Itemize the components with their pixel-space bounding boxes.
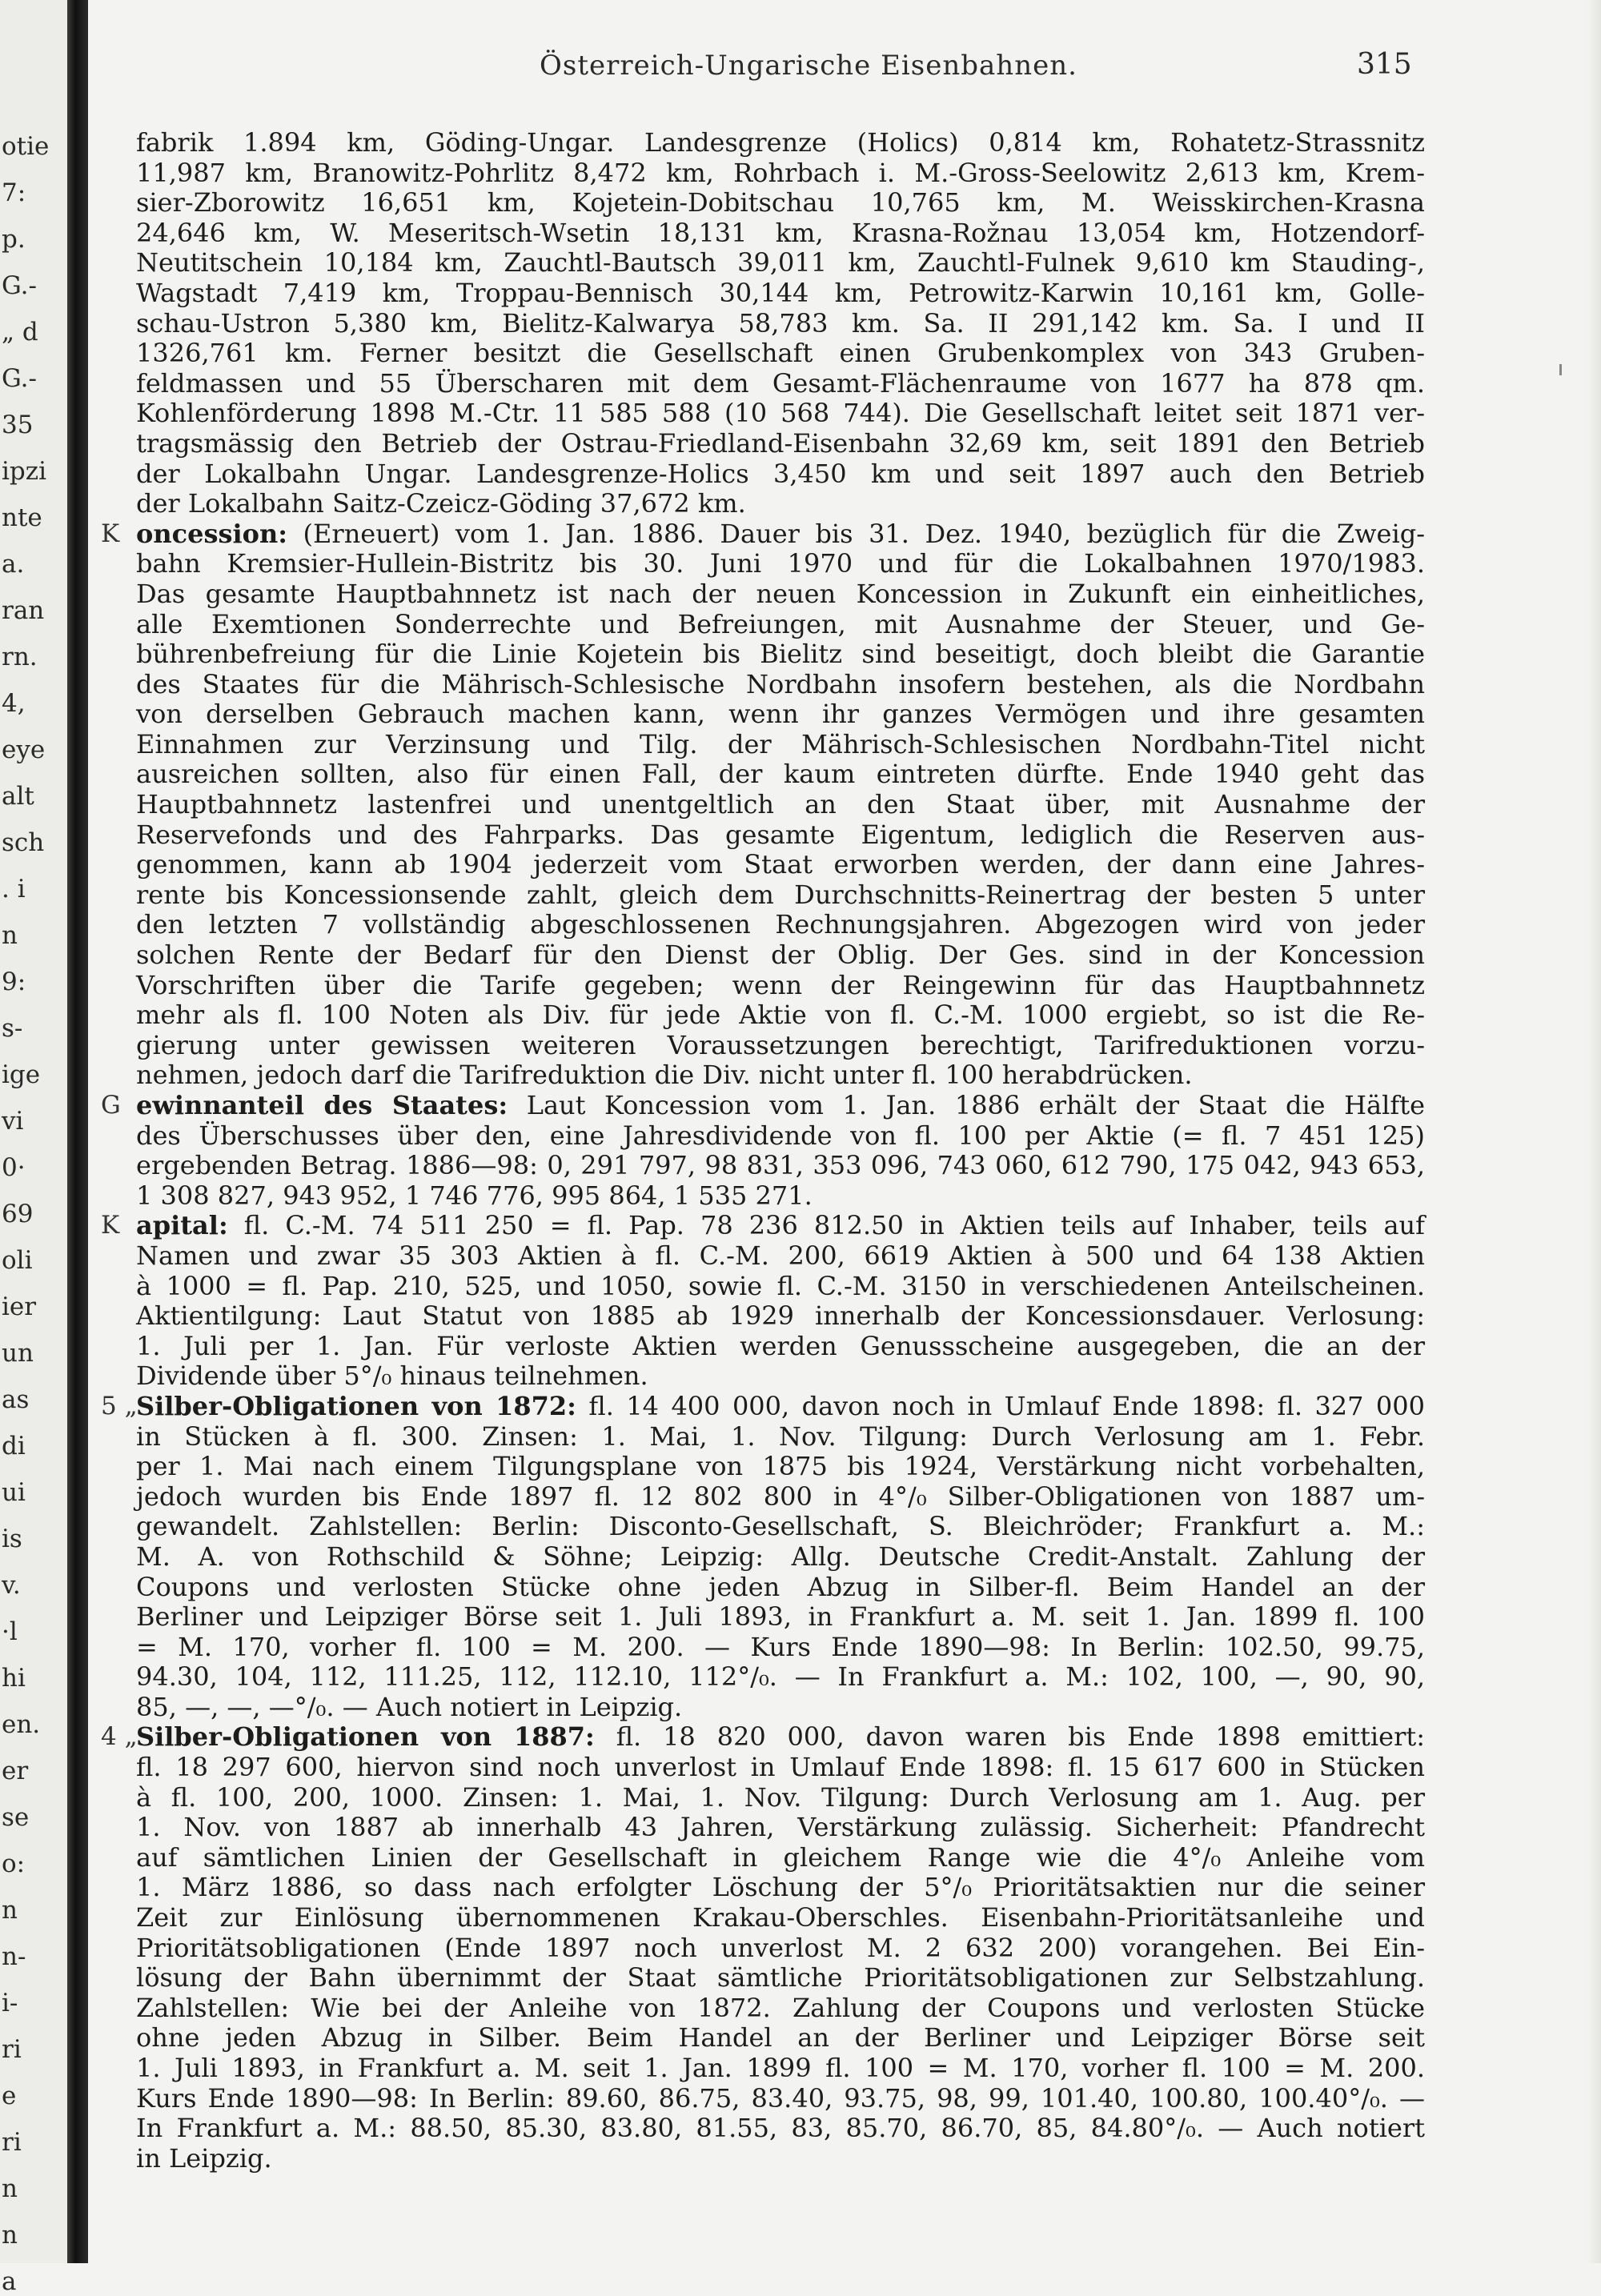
text-line — [136, 1633, 1425, 1663]
text-line — [136, 730, 1425, 760]
paragraph-lead-marker: K — [101, 519, 120, 548]
line-text: Vorschriften über die Tarife gegeben; wenn der Reingewinn für das Hauptbahnnetz — [136, 969, 1425, 1000]
line-text: Dividende über 5°/₀ hinaus teilnehmen. — [136, 1360, 648, 1392]
line-text: Das gesamte Hauptbahnnetz ist nach der neuen Koncession in Zukunft ein einheitliches, — [136, 578, 1425, 609]
text-line — [136, 1993, 1425, 2024]
line-text: nehmen, jedoch darf die Tarifreduktion die Div. nicht unter fl. 100 herabdrücken. — [136, 1060, 1193, 1091]
text-line — [101, 1721, 1426, 1753]
adjacent-page-fragment: G.- — [2, 271, 37, 300]
line-text: Neutitschein 10,184 km, Zauchtl-Bautsch 39,011 km, Zauchtl-Fulnek 9,610 km Stauding-, — [136, 247, 1425, 278]
line-text: Aktientilgung: Laut Statut von 1885 ab 1929 innerhalb der Koncessionsdauer. Verlosung: — [136, 1300, 1425, 1332]
line-text: auf sämtlichen Linien der Gesellschaft in gleichem Range wie die 4°/₀ Anleihe vom — [136, 1841, 1425, 1873]
text-line — [136, 429, 1425, 459]
adjacent-page-fragment: a. — [2, 550, 25, 579]
line-text: Zahlstellen: Wie bei der Anleihe von 1872. Zahlung der Coupons und verlosten Stücke — [136, 1992, 1425, 2023]
text-line — [136, 1542, 1425, 1573]
line-text: ergebenden Betrag. 1886—98: 0, 291 797, 98 831, 353 096, 743 060, 612 790, 175 042, 943 653, — [136, 1150, 1425, 1181]
text-line — [136, 1000, 1425, 1031]
adjacent-page-fragment: n- — [2, 1942, 26, 1971]
paragraph-lead-marker: 4 „ — [101, 1722, 138, 1752]
text-line — [136, 2144, 1425, 2174]
text-line — [136, 1301, 1425, 1332]
adjacent-page-fragment: e — [2, 2082, 17, 2110]
text-line — [136, 1151, 1425, 1181]
text-line — [136, 369, 1425, 399]
line-text: 1. Nov. von 1887 ab innerhalb 43 Jahren, Verstärkung zulässig. Sicherheit: Pfandrecht — [136, 1812, 1425, 1843]
text-line — [136, 1903, 1425, 1933]
adjacent-page-fragment: ige — [2, 1060, 41, 1089]
text-line — [136, 1933, 1425, 1964]
page-right-edge — [1587, 0, 1601, 2263]
adjacent-page-fragment: 7: — [2, 178, 26, 207]
text-line — [136, 459, 1425, 490]
section-heading: ewinnanteil des Staates: — [136, 1090, 508, 1120]
adjacent-page-fragment: a — [2, 2267, 17, 2296]
book-gutter — [67, 0, 88, 2263]
line-text: des Überschusses über den, eine Jahresdividende von fl. 100 per Aktie (= fl. 7 451 125) — [136, 1120, 1425, 1151]
text-line — [136, 1573, 1425, 1603]
adjacent-page-fragment: ran — [2, 596, 45, 625]
text-line — [136, 910, 1425, 940]
adjacent-page-fragment: s- — [2, 1014, 23, 1043]
line-text: sier-Zborowitz 16,651 km, Kojetein-Dobitschau 10,765 km, M. Weisskirchen-Krasna — [136, 187, 1425, 218]
running-header-title: Österreich-Ungarische Eisenbahnen. — [540, 50, 1077, 82]
adjacent-page-fragment: ri — [2, 2035, 22, 2064]
line-text: à 1000 = fl. Pap. 210, 525, und 1050, sowie fl. C.-M. 3150 in verschiedenen Anteilscheinen. — [136, 1270, 1425, 1301]
line-text: ohne jeden Abzug in Silber. Beim Handel an der Berliner und Leipziger Börse seit — [136, 2022, 1425, 2054]
section-heading: oncession: — [136, 518, 288, 549]
line-text: Reservefonds und des Fahrparks. Das gesamte Eigentum, lediglich die Reserven aus- — [136, 819, 1425, 850]
text-line — [136, 1602, 1425, 1633]
text-line — [136, 489, 1425, 519]
adjacent-page-fragment: n — [2, 1896, 18, 1925]
line-text: in Leipzig. — [136, 2142, 272, 2174]
line-text: gierung unter gewissen weiteren Voraussetzungen berechtigt, Tarifreduktionen vorzu- — [136, 1029, 1425, 1060]
text-line — [136, 1693, 1425, 1723]
text-line — [136, 1512, 1425, 1542]
paragraph — [101, 1210, 1425, 1392]
text-line — [136, 880, 1425, 911]
adjacent-page-fragment: se — [2, 1803, 30, 1832]
line-text: Einnahmen zur Verzinsung und Tilg. der Mährisch-Schlesischen Nordbahn-Titel nicht — [136, 728, 1425, 759]
text-line — [136, 850, 1425, 880]
adjacent-page-fragment: o: — [2, 1849, 26, 1878]
text-line — [136, 670, 1425, 700]
text-line — [136, 610, 1425, 640]
line-text: in Stücken à fl. 300. Zinsen: 1. Mai, 1. Nov. Tilgung: Durch Verlosung am 1. Febr. — [136, 1420, 1425, 1452]
line-text: Berliner und Leipziger Börse seit 1. Juli 1893, in Frankfurt a. M. seit 1. Jan. 1899 fl. 100 — [136, 1601, 1425, 1633]
adjacent-page-fragment: 69 — [2, 1200, 34, 1228]
adjacent-page-fragment: en. — [2, 1710, 41, 1739]
text-line — [136, 1482, 1425, 1513]
line-text: den letzten 7 vollständig abgeschlossenen Rechnungsjahren. Abgezogen wird von jeder — [136, 909, 1425, 940]
line-text: per 1. Mai nach einem Tilgungsplane von 1875 bis 1924, Verstärkung nicht vorbehalten, — [136, 1451, 1425, 1482]
text-line — [101, 1210, 1425, 1241]
line-text: Laut Koncession vom 1. Jan. 1886 erhält der Staat die Hälfte — [508, 1090, 1426, 1120]
text-line — [136, 278, 1425, 309]
adjacent-page-fragment: as — [2, 1385, 30, 1414]
text-line — [136, 1121, 1425, 1152]
page-number: 315 — [1357, 48, 1412, 81]
line-text: 94.30, 104, 112, 111.25, 112, 112.10, 112°/₀. — In Frankfurt a. M.: 102, 100, —, 90, 90, — [136, 1661, 1425, 1693]
line-text: rente bis Koncessionsende zahlt, gleich dem Durchschnitts-Reinertrag der besten 5 unter — [136, 879, 1425, 910]
text-line — [136, 158, 1425, 189]
text-line — [136, 1361, 1425, 1392]
text-line — [101, 1090, 1426, 1121]
body-text — [101, 127, 1426, 2174]
text-line — [136, 1452, 1425, 1482]
line-text: In Frankfurt a. M.: 88.50, 85.30, 83.80, 81.55, 83, 85.70, 86.70, 85, 84.80°/₀. — Auch notiert — [136, 2113, 1425, 2144]
text-line — [136, 339, 1425, 369]
paragraph-lead-marker: 5 „ — [101, 1391, 138, 1420]
section-heading: Silber-Obligationen von 1887: — [136, 1721, 595, 1753]
line-text: 1. März 1886, so dass nach erfolgter Löschung der 5°/₀ Prioritätsaktien nur die seiner — [136, 1872, 1425, 1903]
line-text: mehr als fl. 100 Noten als Div. für jede Aktie von fl. C.-M. 1000 ergiebt, so ist die Re- — [136, 1000, 1425, 1031]
text-line — [136, 1753, 1425, 1783]
text-line — [136, 1272, 1425, 1302]
adjacent-page-fragment: vi — [2, 1107, 24, 1136]
adjacent-page-fragment: otie — [2, 132, 50, 161]
paragraph — [136, 128, 1425, 519]
adjacent-page-fragment: ui — [2, 1478, 26, 1507]
text-line — [136, 699, 1425, 730]
line-text: feldmassen und 55 Überscharen mit dem Gesamt-Flächenraume von 1677 ha 878 qm. — [136, 367, 1425, 399]
line-text: Namen und zwar 35 303 Aktien à fl. C.-M. 200, 6619 Aktien à 500 und 64 138 Aktien — [136, 1240, 1425, 1271]
line-text: Coupons und verlosten Stücke ohne jeden Abzug in Silber-fl. Beim Handel an der — [136, 1571, 1425, 1602]
text-line — [136, 759, 1425, 790]
adjacent-page-fragment: v. — [2, 1571, 21, 1600]
adjacent-page-fragment: 0· — [2, 1153, 26, 1182]
line-text: = M. 170, vorher fl. 100 = M. 200. — Kurs Ende 1890—98: In Berlin: 102.50, 99.75, — [136, 1631, 1425, 1662]
adjacent-page-fragment: nte — [2, 503, 42, 532]
line-text: tragsmässig den Betrieb der Ostrau-Friedland-Eisenbahn 32,69 km, seit 1891 den Betrieb — [136, 427, 1425, 459]
line-text: 1326,761 km. Ferner besitzt die Gesellschaft einen Grubenkomplex von 343 Gruben- — [136, 338, 1425, 369]
line-text: fl. 18 297 600, hiervon sind noch unverlost in Umlauf Ende 1898: fl. 15 617 600 in Stücken — [136, 1752, 1425, 1783]
text-line — [136, 1241, 1425, 1272]
text-line — [136, 1181, 1425, 1212]
adjacent-page-fragment: i- — [2, 1989, 18, 2018]
adjacent-page-fragment: hi — [2, 1664, 26, 1693]
line-text: Kurs Ende 1890—98: In Berlin: 89.60, 86.75, 83.40, 93.75, 98, 99, 101.40, 100.80, 100.40°/₀. — — [136, 2082, 1425, 2114]
adjacent-page-fragment: is — [2, 1525, 22, 1553]
paragraph — [101, 518, 1425, 1091]
text-line — [136, 1662, 1425, 1693]
line-text: bührenbefreiung für die Linie Kojetein bis Bielitz sind beseitigt, doch bleibt die Garantie — [136, 639, 1425, 670]
adjacent-page-fragment: ipzi — [2, 457, 47, 486]
paragraph — [101, 1090, 1426, 1211]
text-line — [136, 639, 1425, 670]
adjacent-page-fragment: ier — [2, 1292, 37, 1321]
adjacent-page-fragment: rn. — [2, 643, 38, 671]
line-text: fl. 14 400 000, davon noch in Umlauf Ende 1898: fl. 327 000 — [576, 1390, 1426, 1421]
adjacent-page-fragment: oli — [2, 1246, 33, 1275]
line-text: Prioritätsobligationen (Ende 1897 noch unverlost M. 2 632 200) vorangehen. Bei Ein- — [136, 1932, 1425, 1963]
line-text: genommen, kann ab 1904 jederzeit vom Staat erworben werden, der dann eine Jahres- — [136, 849, 1425, 880]
adjacent-page-fragment: „ d — [2, 318, 38, 347]
line-text: 1. Juli per 1. Jan. Für verloste Aktien werden Genussscheine ausgegeben, die an der — [136, 1330, 1425, 1361]
line-text: solchen Rente der Bedarf für den Dienst der Oblig. Der Ges. sind in der Koncession — [136, 940, 1425, 971]
text-line — [136, 1783, 1425, 1813]
paragraph — [101, 1390, 1426, 1723]
adjacent-page-fragment: . i — [2, 875, 26, 904]
line-text: ausreichen sollten, also für einen Fall, der kaum eintreten dürfte. Ende 1940 geht das — [136, 759, 1425, 790]
line-text: lösung der Bahn übernimmt der Staat sämtliche Prioritätsobligationen zur Selbstzahlung. — [136, 1962, 1425, 1993]
text-line — [136, 1060, 1425, 1091]
line-text: 1 308 827, 943 952, 1 746 776, 995 864, 1 535 271. — [136, 1180, 813, 1211]
line-text: Kohlenförderung 1898 M.-Ctr. 11 585 588 (10 568 744). Die Gesellschaft leitet seit 1871 ver- — [136, 398, 1425, 429]
text-line — [136, 1873, 1425, 1903]
adjacent-page-fragment: ri — [2, 2128, 22, 2157]
line-text: alle Exemtionen Sonderrechte und Befreiungen, mit Ausnahme der Steuer, und Ge- — [136, 608, 1425, 639]
line-text: 11,987 km, Branowitz-Pohrlitz 8,472 km, Rohrbach i. M.-Gross-Seelowitz 2,613 km, Krem- — [136, 157, 1425, 188]
text-line — [136, 218, 1425, 249]
line-text: der Lokalbahn Ungar. Landesgrenze-Holics 3,450 km und seit 1897 auch den Betrieb — [136, 458, 1425, 489]
text-line — [136, 309, 1425, 339]
text-line — [136, 399, 1425, 429]
line-text: gewandelt. Zahlstellen: Berlin: Disconto-Gesellschaft, S. Bleichröder; Frankfurt a. M.: — [136, 1511, 1425, 1542]
text-line — [136, 971, 1425, 1001]
adjacent-page-fragment: G.- — [2, 364, 37, 393]
text-line — [136, 1031, 1425, 1061]
text-line — [136, 2084, 1425, 2114]
line-text: von derselben Gebrauch machen kann, wenn ihr ganzes Vermögen und ihre gesamten — [136, 699, 1425, 730]
text-line — [136, 2023, 1425, 2054]
line-text: Wagstadt 7,419 km, Troppau-Bennisch 30,144 km, Petrowitz-Karwin 10,161 km, Golle- — [136, 277, 1425, 308]
adjacent-page-fragment: p. — [2, 225, 26, 254]
line-text: schau-Ustron 5,380 km, Bielitz-Kalwarya 58,783 km. Sa. II 291,142 km. Sa. I und II — [136, 307, 1425, 339]
document-page — [88, 0, 1601, 2263]
text-line — [136, 1813, 1425, 1843]
line-text: des Staates für die Mährisch-Schlesische Nordbahn insofern bestehen, als die Nordbahn — [136, 668, 1425, 699]
line-text: M. A. von Rothschild & Söhne; Leipzig: Allg. Deutsche Credit-Anstalt. Zahlung der — [136, 1541, 1425, 1572]
adjacent-page-fragment: n — [2, 2174, 18, 2203]
text-line — [136, 1422, 1425, 1453]
adjacent-page-fragment: 4, — [2, 689, 26, 718]
text-line — [136, 549, 1425, 579]
line-text: (Erneuert) vom 1. Jan. 1886. Dauer bis 31. Dez. 1940, bezüglich für die Zweig- — [287, 518, 1425, 549]
text-line — [136, 790, 1425, 820]
line-text: fl. C.-M. 74 511 250 = fl. Pap. 78 236 812.50 in Aktien teils auf Inhaber, teils auf — [227, 1210, 1425, 1241]
text-line — [136, 1963, 1425, 1993]
adjacent-page-fragment: alt — [2, 782, 34, 811]
text-line — [136, 2114, 1425, 2144]
text-line — [136, 1843, 1425, 1873]
adjacent-page-fragment: n — [2, 921, 18, 950]
line-text: 1. Juli 1893, in Frankfurt a. M. seit 1. Jan. 1899 fl. 100 = M. 170, vorher fl. 100 = M. 200. — [136, 2053, 1425, 2083]
paragraph-lead-marker: K — [101, 1211, 120, 1240]
adjacent-page-fragment: un — [2, 1339, 34, 1368]
section-heading: apital: — [136, 1210, 228, 1241]
text-line — [101, 518, 1425, 550]
adjacent-page-fragment: er — [2, 1757, 29, 1785]
line-text: à fl. 100, 200, 1000. Zinsen: 1. Mai, 1. Nov. Tilgung: Durch Verlosung am 1. Aug. per — [136, 1781, 1425, 1813]
adjacent-page-edge — [0, 0, 67, 2296]
line-text: fl. 18 820 000, davon waren bis Ende 1898 emittiert: — [594, 1721, 1426, 1753]
text-line — [136, 2054, 1425, 2084]
text-line — [136, 820, 1425, 851]
line-text: 24,646 km, W. Meseritsch-Wsetin 18,131 km, Krasna-Rožnau 13,054 km, Hotzendorf- — [136, 217, 1425, 248]
adjacent-page-fragment: 35 — [2, 411, 34, 439]
line-text: jedoch wurden bis Ende 1897 fl. 12 802 800 in 4°/₀ Silber-Obligationen von 1887 um- — [136, 1481, 1425, 1512]
line-text: Hauptbahnnetz lastenfrei und unentgeltlich an den Staat über, mit Ausnahme der — [136, 789, 1425, 820]
paragraph-lead-marker: G — [101, 1091, 121, 1120]
line-text: 85, —, —, —°/₀. — Auch notiert in Leipzig. — [136, 1691, 683, 1722]
line-text: Zeit zur Einlösung übernommenen Krakau-Oberschles. Eisenbahn-Prioritätsanleihe und — [136, 1902, 1425, 1933]
adjacent-page-fragment: eye — [2, 735, 46, 764]
line-text: fabrik 1.894 km, Göding-Ungar. Landesgrenze (Holics) 0,814 km, Rohatetz-Strassnitz — [136, 127, 1425, 158]
line-text: der Lokalbahn Saitz-Czeicz-Göding 37,672 km. — [136, 488, 746, 519]
section-heading: Silber-Obligationen von 1872: — [136, 1390, 576, 1421]
adjacent-page-fragment: n — [2, 2221, 18, 2250]
text-line — [136, 1332, 1425, 1362]
adjacent-page-fragment: di — [2, 1432, 26, 1461]
text-line — [136, 579, 1425, 610]
text-line — [136, 248, 1425, 278]
text-line — [136, 128, 1425, 158]
adjacent-page-fragment: sch — [2, 828, 45, 857]
text-line — [101, 1390, 1426, 1422]
margin-mark — [1559, 364, 1562, 375]
adjacent-page-fragment: ·l — [2, 1617, 18, 1646]
line-text: bahn Kremsier-Hullein-Bistritz bis 30. Juni 1970 und für die Lokalbahnen 1970/1983. — [136, 548, 1425, 579]
text-line — [136, 940, 1425, 971]
text-line — [136, 188, 1425, 218]
paragraph — [101, 1721, 1426, 2174]
adjacent-page-fragment: 9: — [2, 968, 26, 996]
